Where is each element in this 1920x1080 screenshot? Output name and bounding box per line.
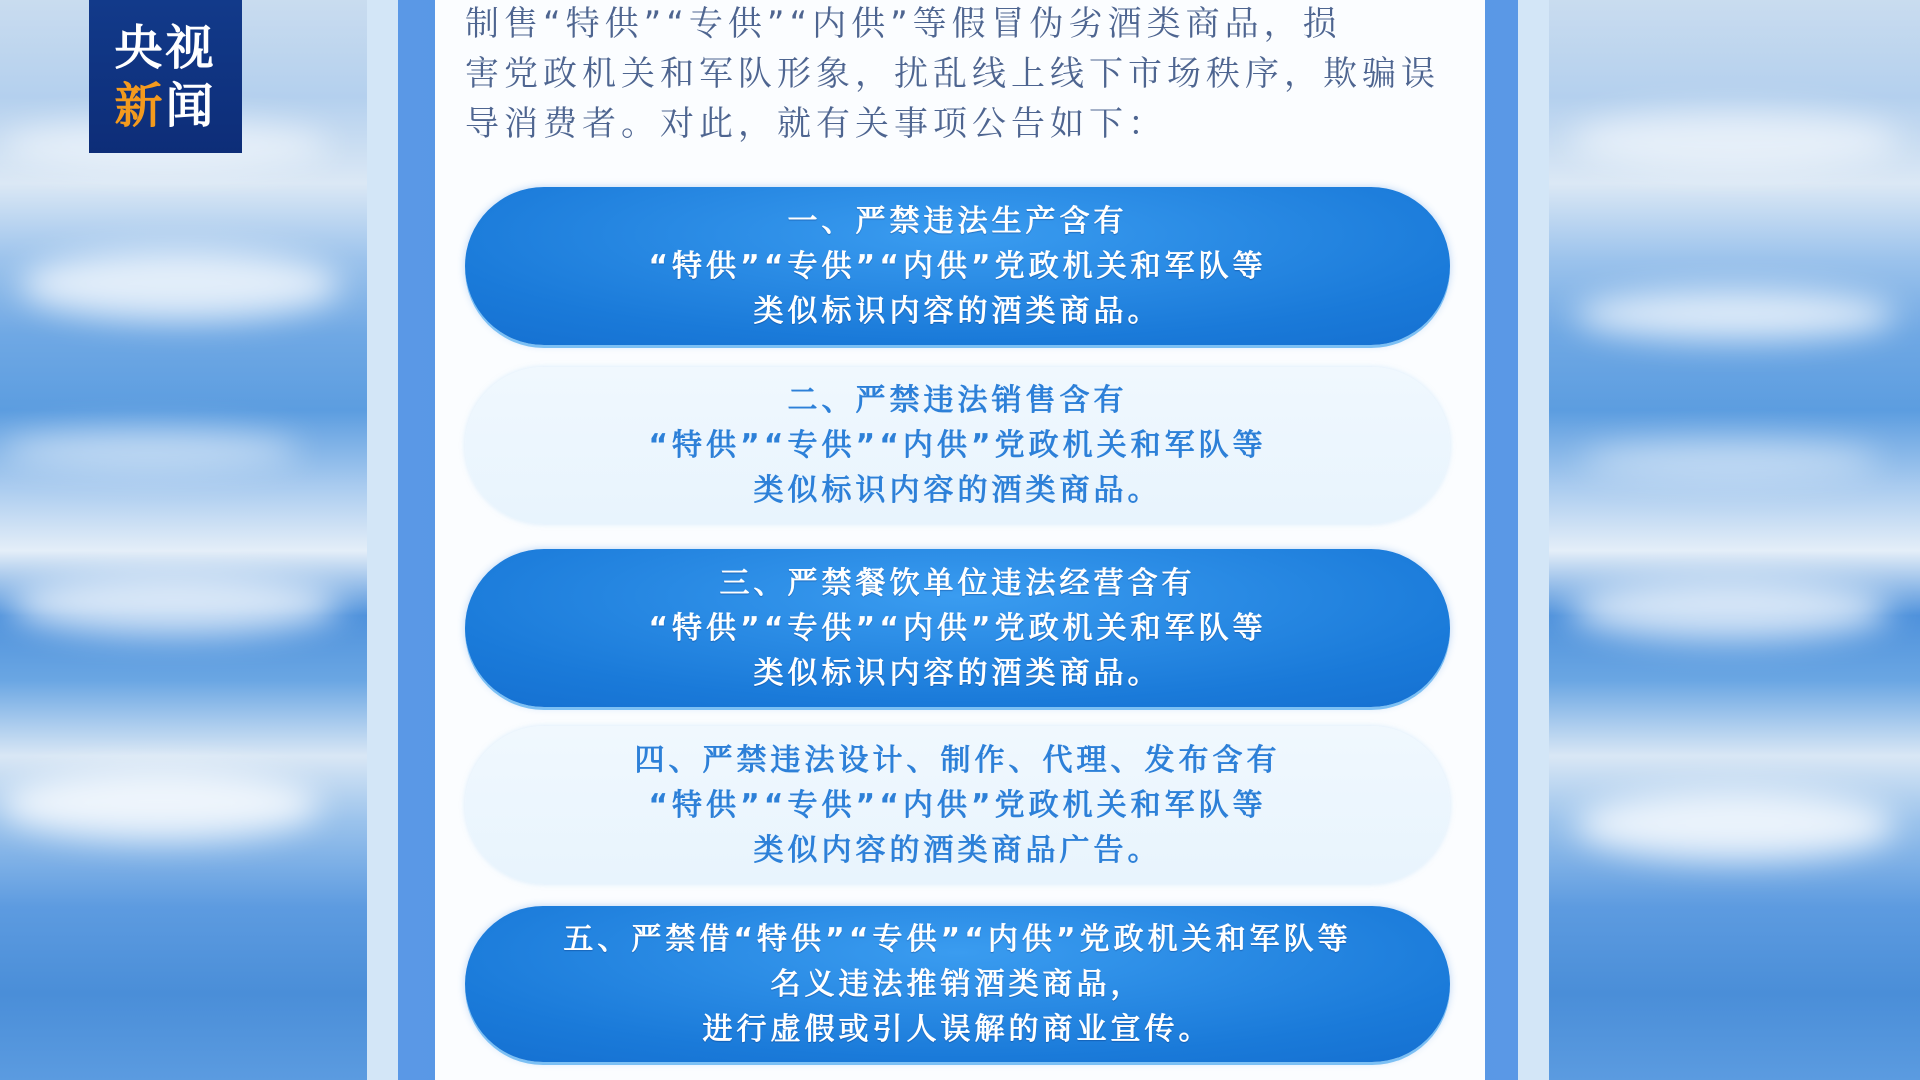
notice-item-line: 类似标识内容的酒类商品。 (753, 655, 1162, 691)
notice-item-3 (465, 549, 1450, 707)
notice-intro (465, 0, 1455, 149)
notice-item-1 (465, 187, 1450, 345)
sky-streak (1570, 110, 1900, 170)
notice-item-line: 三、严禁餐饮单位违法经营含有 (719, 565, 1196, 601)
sky-streak (1575, 790, 1895, 860)
notice-item-5 (465, 906, 1450, 1062)
notice-item-line: 类似内容的酒类商品广告。 (753, 832, 1162, 868)
notice-item-line: 一、严禁违法生产含有 (787, 203, 1128, 239)
logo-line-2-accent: 新 (114, 78, 166, 134)
sky-streak (1570, 580, 1890, 640)
sky-streak (10, 575, 340, 635)
notice-item-4 (465, 726, 1450, 884)
logo-line-2 (89, 77, 242, 135)
intro-line: 导消费者。对此，就有关事项公告如下： (465, 104, 1167, 144)
notice-item-2 (465, 367, 1450, 524)
notice-item-line: “特供”“专供”“内供”党政机关和军队等 (648, 610, 1267, 646)
notice-item-line: “特供”“专供”“内供”党政机关和军队等 (648, 248, 1267, 284)
notice-item-line: “特供”“专供”“内供”党政机关和军队等 (648, 428, 1267, 463)
sky-streak (0, 430, 300, 470)
intro-line: 害党政机关和军队形象，扰乱线上线下市场秩序，欺骗误 (465, 54, 1440, 94)
notice-item-line: 四、严禁违法设计、制作、代理、发布含有 (634, 742, 1281, 778)
notice-item-line: 类似标识内容的酒类商品。 (753, 473, 1162, 508)
intro-line: 制售“特供”“专供”“内供”等假冒伪劣酒类商品，损 (465, 4, 1342, 44)
notice-panel (435, 0, 1485, 1080)
sky-streak (0, 770, 320, 840)
sky-streak (1575, 290, 1895, 340)
notice-item-line: 二、严禁违法销售含有 (787, 383, 1128, 418)
sky-streak (1580, 440, 1880, 480)
cctv-news-logo (89, 0, 242, 153)
logo-line-2-rest: 闻 (165, 78, 217, 134)
logo-line-1: 央视 (114, 20, 217, 76)
notice-item-line: 名义违法推销酒类商品， (770, 966, 1145, 1002)
notice-item-line: 进行虚假或引人误解的商业宣传。 (702, 1011, 1213, 1047)
notice-item-line: 类似标识内容的酒类商品。 (753, 293, 1162, 329)
notice-item-line: 五、严禁借“特供”“专供”“内供”党政机关和军队等 (563, 921, 1352, 957)
notice-item-line: “特供”“专供”“内供”党政机关和军队等 (648, 787, 1267, 823)
sky-streak (20, 250, 340, 320)
